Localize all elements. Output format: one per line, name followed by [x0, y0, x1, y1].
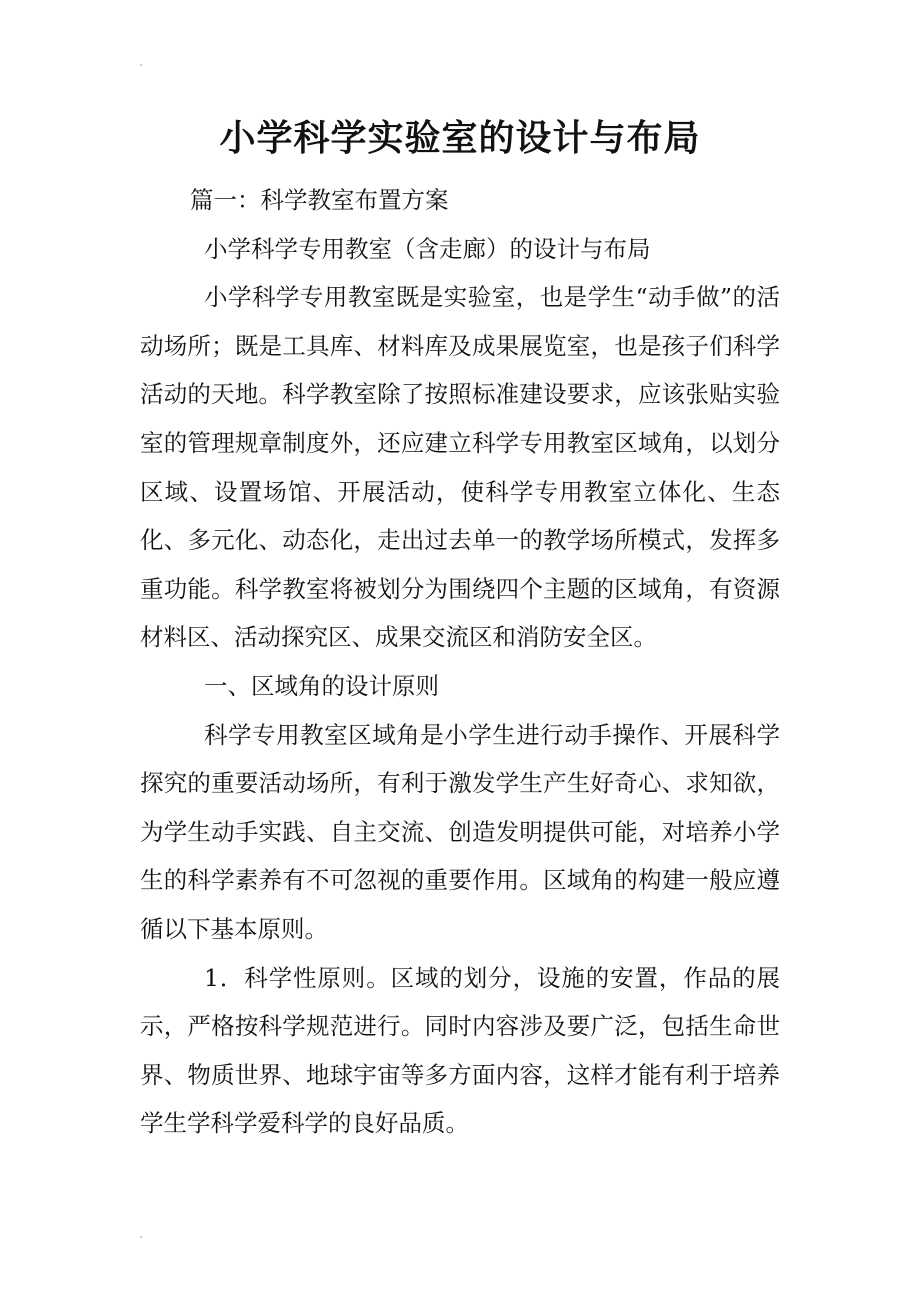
paragraph: 1．科学性原则。区域的划分，设施的安置，作品的展示，严格按科学规范进行。同时内容涉及要广泛，包括生命世界、物质世界、地球宇宙等多方面内容，这样才能有利于培养学生学科学爱科学的良好品质。 [140, 963, 780, 1138]
paragraph: 科学专用教室区域角是小学生进行动手操作、开展科学探究的重要活动场所，有利于激发学生产生好奇心、求知欲，为学生动手实践、自主交流、创造发明提供可能，对培养小学生的科学素养有不可忽视的重要作用。区域角的构建一般应遵循以下基本原则。 [140, 720, 780, 943]
subtitle: 小学科学专用教室（含走廊）的设计与布局 [204, 234, 651, 263]
section-heading: 篇一：科学教室布置方案 [190, 186, 449, 214]
subsection-heading: 一、区域角的设计原则 [204, 671, 439, 700]
paragraph: 小学科学专用教室既是实验室，也是学生“动手做”的活动场所；既是工具库、材料库及成果展览室，也是孩子们科学活动的天地。科学教室除了按照标准建设要求，应该张贴实验室的管理规章制度外，还应建立科学专用教室区域角，以划分区域、设置场馆、开展活动，使科学专用教室立体化、生态化、多元化、动态化，走出过去单一的教学场所模式，发挥多重功能。科学教室将被划分为围绕四个主题的区域角，有资源材料区、活动探究区、成果交流区和消防安全区。 [140, 283, 780, 652]
scan-speck [140, 64, 142, 66]
document-title: 小学科学实验室的设计与布局 [219, 117, 701, 159]
document-body [140, 176, 780, 1148]
scan-speck [140, 1236, 142, 1238]
